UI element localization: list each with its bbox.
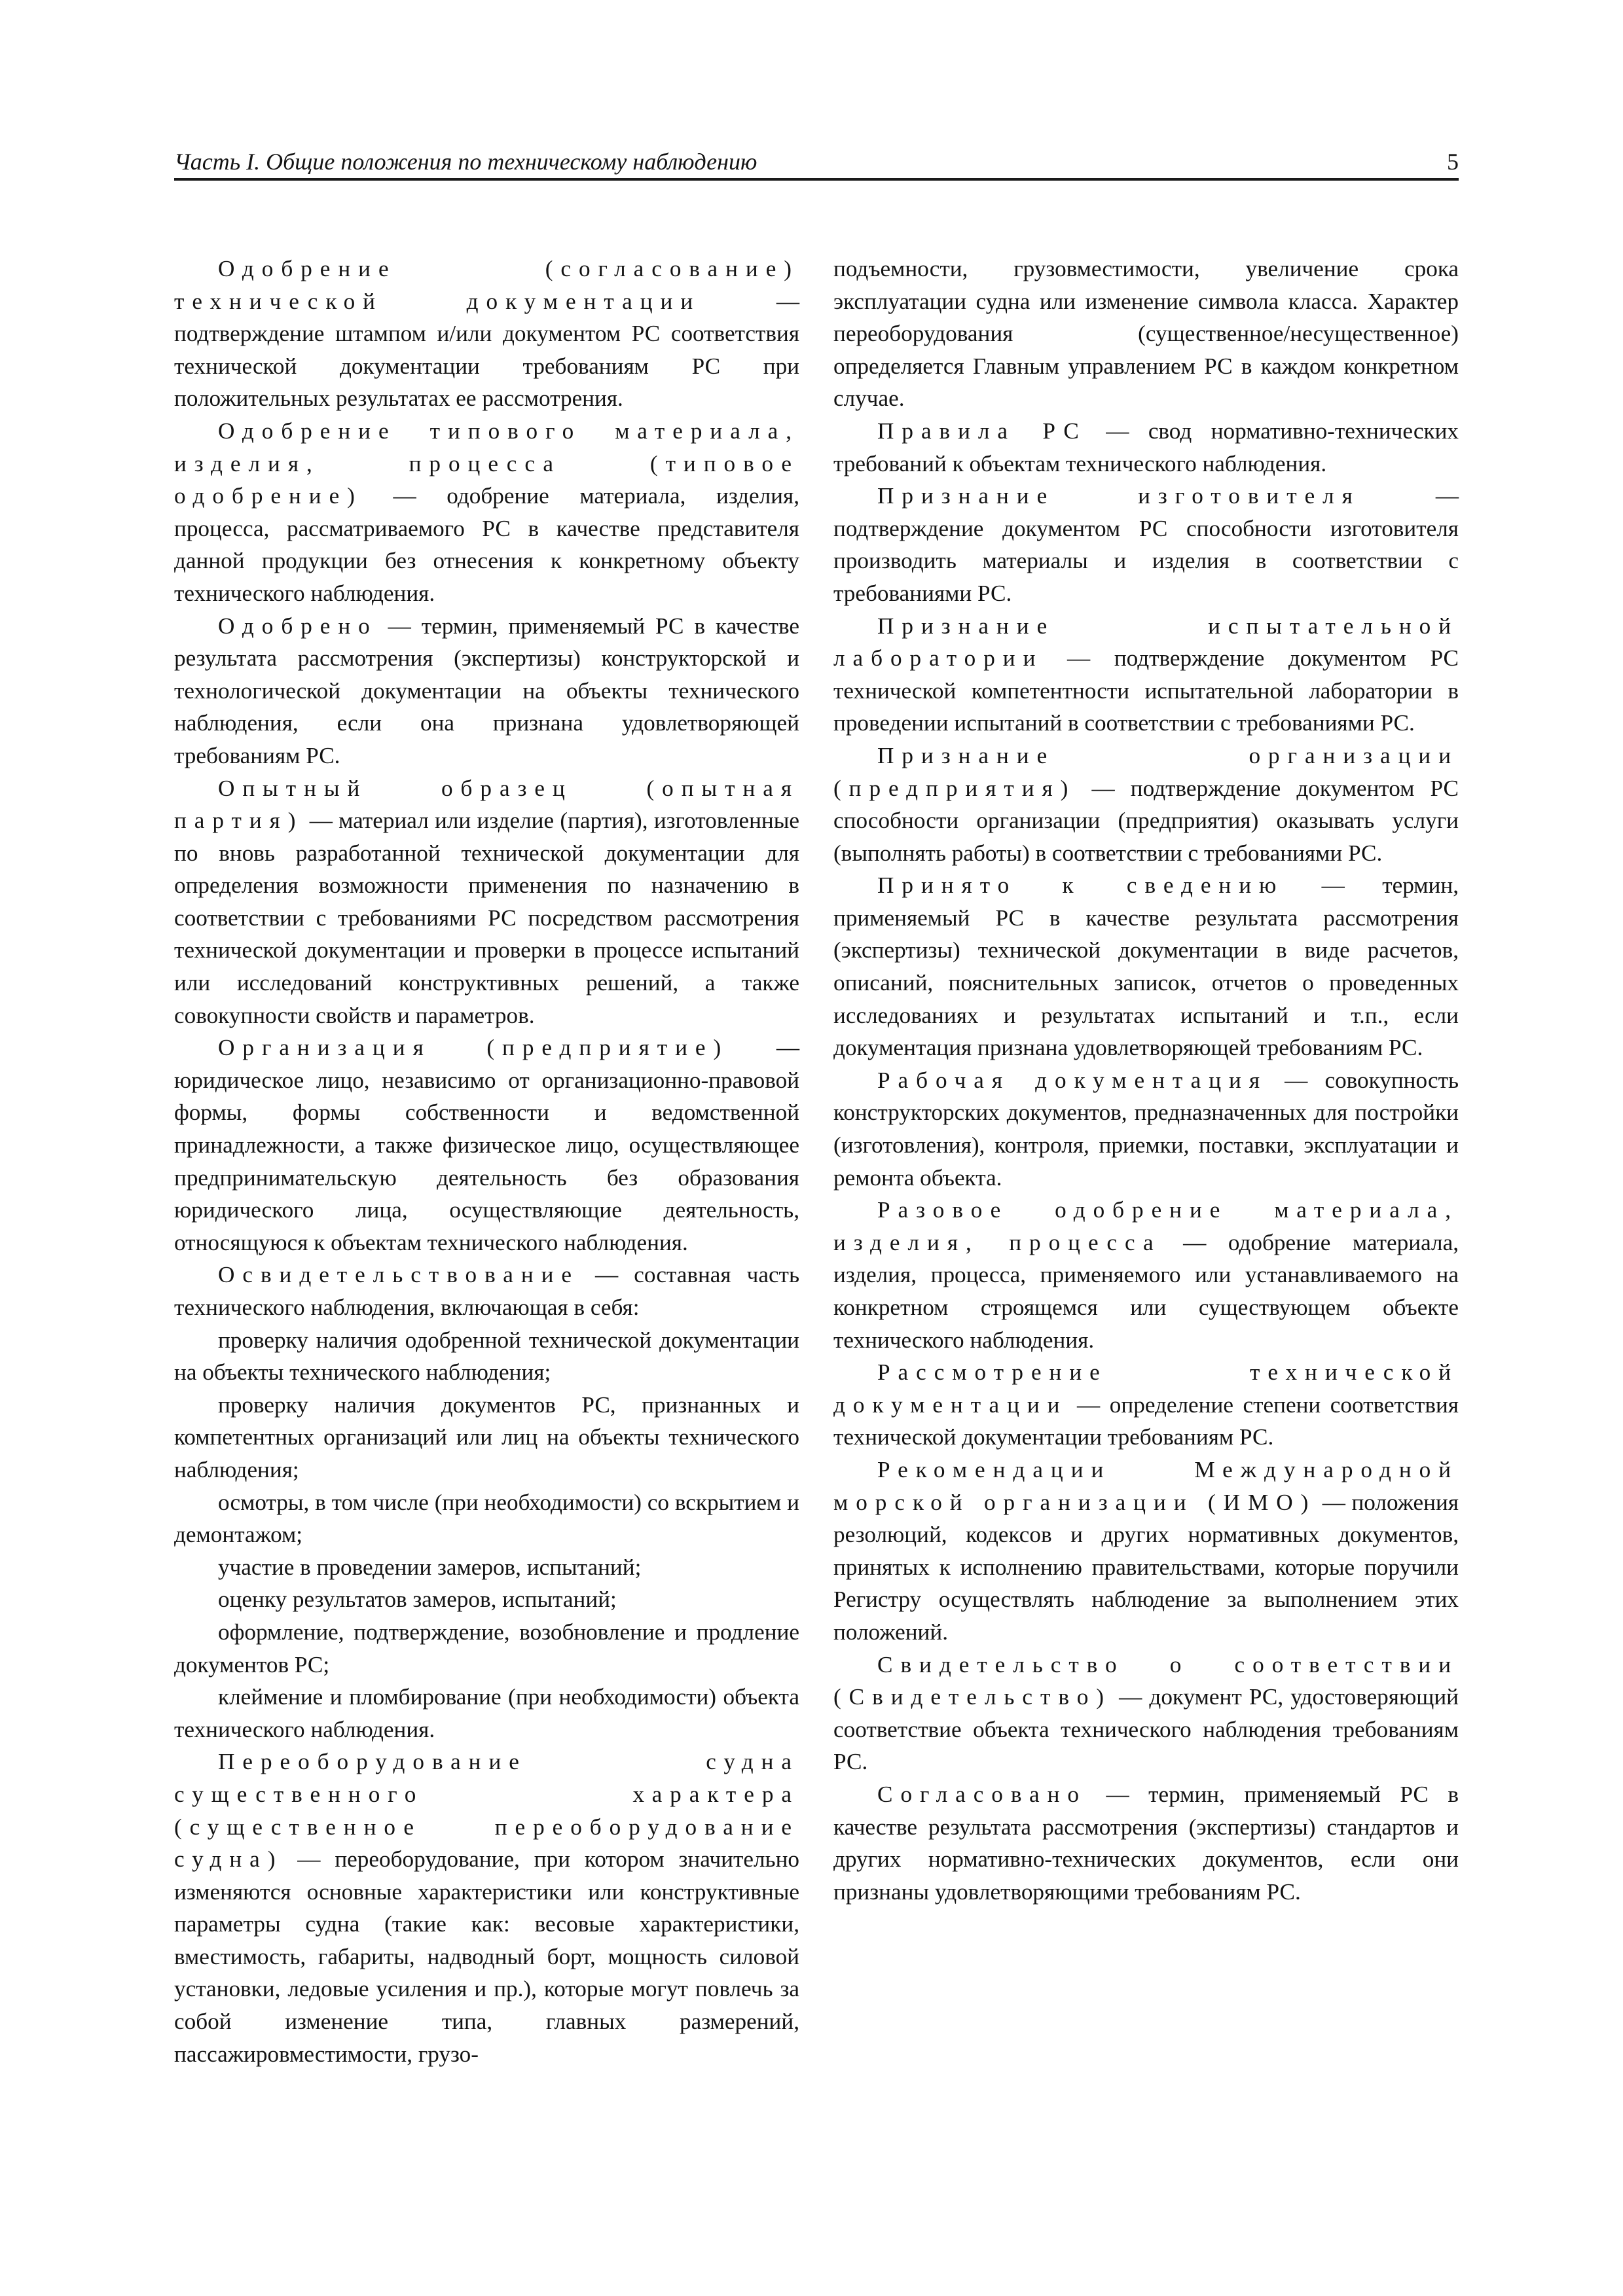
definition-soglasovano — [833, 1778, 1459, 1908]
term: Одобрено — [218, 613, 378, 639]
right-column — [833, 253, 1459, 1908]
definition-text: — определение степени соответствия технической документации требованиям РС. — [833, 1391, 1459, 1450]
definition-opytnyy-obrazets — [174, 772, 799, 1032]
definition-text: — подтверждение документом РС способности организации (предприятия) оказывать услуги (выполнять работы) в соответствии с требованиями РС. — [833, 775, 1459, 866]
header-rule — [174, 178, 1459, 181]
definition-text: — документ РС, удостоверяющий соответствие объекта технического наблюдения требованиям РС. — [833, 1684, 1459, 1775]
page-header — [174, 145, 1459, 179]
definition-priznanie-izgotovitelya — [833, 480, 1459, 609]
term: Правила РС — [877, 418, 1087, 444]
term: Освидетельствование — [218, 1262, 579, 1288]
definition-odobrenie-soglasovanie — [174, 253, 799, 415]
term: Признание изготовителя — [877, 483, 1360, 509]
definition-pereoborudovanie — [174, 1746, 799, 2070]
list-item: оформление, подтверждение, возобновление и продление документов РС; — [174, 1619, 799, 1677]
definition-text: — юридическое лицо, независимо от организационно-правовой формы, формы собственности и ведомственной принадлежности, а также физическое лицо, осуществляющее предпринимательскую деятельность без образования юридического лица, осуществляющие деятельность, относящуюся к объектам технического наблюдения. — [174, 1035, 799, 1255]
definition-text: — переоборудование, при котором значительно изменяются основные характеристики или конструктивные параметры судна (такие как: весовые характеристики, вместимость, габариты, надводный борт, мощность силовой установки, ледовые усиления и пр.), которые могут повлечь за собой изменение типа, главных размерений, пассажировместимости, грузо- — [174, 1846, 799, 2067]
list-item: проверку наличия документов РС, признанных и компетентных организаций или лиц на объекты технического наблюдения; — [174, 1391, 799, 1482]
term: Признание организации (предприятия) — [833, 742, 1459, 801]
definition-rassmotrenie-dokumentatsii — [833, 1356, 1459, 1454]
definition-text: — подтверждение штампом и/или документом РС соответствия технической документации требованиям РС при положительных результатах ее рассмотрения. — [174, 288, 800, 412]
definition-text: — совокупность конструкторских документов, предназначенных для постройки (изготовления), контроля, приемки, поставки, эксплуатации и ремонта объекта. — [833, 1067, 1459, 1191]
definition-razovoe-odobrenie — [833, 1194, 1459, 1356]
definition-text: — подтверждение документом РС способности изготовителя производить материалы и изделия в соответствии с требованиями РС. — [833, 483, 1459, 606]
definition-rekomendatsii-imo — [833, 1454, 1459, 1649]
term: Организация (предприятие) — [218, 1035, 729, 1061]
term: Согласовано — [877, 1781, 1087, 1807]
definition-svidetelstvo — [833, 1649, 1459, 1778]
term: Признание испытательной лаборатории — [833, 613, 1459, 672]
definition-odobreno — [174, 610, 799, 772]
definition-rabochaya-dokumentatsiya — [833, 1064, 1459, 1194]
definition-organizatsiya — [174, 1031, 799, 1259]
term: Принято к сведению — [877, 872, 1285, 899]
left-column — [174, 253, 799, 2070]
term: Одобрение (согласование) технической документации — [174, 256, 799, 314]
term: Рабочая документация — [877, 1067, 1267, 1093]
definition-text: — материал или изделие (партия), изготовленные по вновь разработанной технической документации для определения возможности применения по назначению в соответствии с требованиями РС посредством рассмотрения технической документации и проверки в процессе испытаний или исследований конструктивных решений, а также совокупности свойств и параметров. — [174, 808, 799, 1028]
list-item: клеймение и пломбирование (при необходимости) объекта технического наблюдения. — [174, 1684, 799, 1742]
list-item: оценку результатов замеров, испытаний; — [218, 1587, 617, 1613]
list-item: проверку наличия одобренной технической документации на объекты технического наблюдения; — [174, 1327, 799, 1386]
term: Опытный образец (опытная партия) — [174, 775, 799, 834]
definition-text: — положения резолюций, кодексов и других нормативных документов, принятых к исполнению правительствами, которые поручили Регистру осуществлять наблюдение за выполнением этих положений. — [833, 1489, 1459, 1645]
definition-text: — термин, применяемый РС в качестве результата рассмотрения (экспертизы) конструкторской и технологической документации на объекты технического наблюдения, если она признана удовлетворяющей требованиям РС. — [174, 613, 799, 768]
definition-text: — одобрение материала, изделия, процесса, применяемого или устанавливаемого на конкретном строящемся или существующем объекте технического наблюдения. — [833, 1229, 1459, 1353]
term: Разовое одобрение материала, изделия, процесса — [833, 1197, 1459, 1255]
definition-text: — термин, применяемый РС в качестве результата рассмотрения (экспертизы) стандартов и других нормативно-технических документов, если они признаны удовлетворяющими требованиям РС. — [833, 1781, 1459, 1905]
definition-text: — одобрение материала, изделия, процесса, рассматриваемого РС в качестве представителя данной продукции без отнесения к конкретному объекту технического наблюдения. — [174, 483, 799, 606]
definition-tipovoe-odobrenie — [174, 415, 799, 610]
definition-text: — подтверждение документом РС технической компетентности испытательной лаборатории в проведении испытаний в соответствии с требованиями РС. — [833, 645, 1459, 736]
term: Переоборудование судна существенного характера (существенное переоборудование судна) — [174, 1749, 799, 1873]
definition-text: — составная часть технического наблюдения, включающая в себя: — [174, 1262, 799, 1320]
page-number: 5 — [1447, 149, 1459, 175]
term: Рассмотрение технической документации — [833, 1359, 1459, 1418]
list-item: осмотры, в том числе (при необходимости) со вскрытием и демонтажом; — [174, 1489, 799, 1548]
definition-osvidetelstvovanie — [174, 1259, 799, 1323]
term: Рекомендации Международной морской организации (ИМО) — [833, 1456, 1459, 1515]
definition-pravila-rs — [833, 415, 1459, 480]
continuation-paragraph: подъемности, грузовместимости, увеличение срока эксплуатации судна или изменение символа класса. Характер переоборудования (существенное/несущественное) определяется Главным управлением РС в каждом конкретном случае. — [833, 256, 1459, 412]
definition-text: — свод нормативно-технических требований к объектам технического наблюдения. — [833, 418, 1459, 476]
definition-priznanie-organizatsii — [833, 740, 1459, 869]
term: Одобрение типового материала, изделия, процесса (типовое одобрение) — [174, 418, 799, 509]
definition-prinyato-k-svedeniyu — [833, 869, 1459, 1064]
running-title: Часть I. Общие положения по техническому наблюдению — [174, 149, 757, 175]
list-item: участие в проведении замеров, испытаний; — [218, 1554, 642, 1580]
definition-priznanie-laboratorii — [833, 610, 1459, 740]
term: Свидетельство о соответствии (Свидетельство) — [833, 1651, 1459, 1710]
definition-text: — термин, применяемый РС в качестве результата рассмотрения (экспертизы) технической документации в виде расчетов, описаний, пояснительных записок, отчетов о проведенных исследованиях и результатах испытаний и т.п., если документация признана удовлетворяющей требованиям РС. — [833, 872, 1459, 1061]
